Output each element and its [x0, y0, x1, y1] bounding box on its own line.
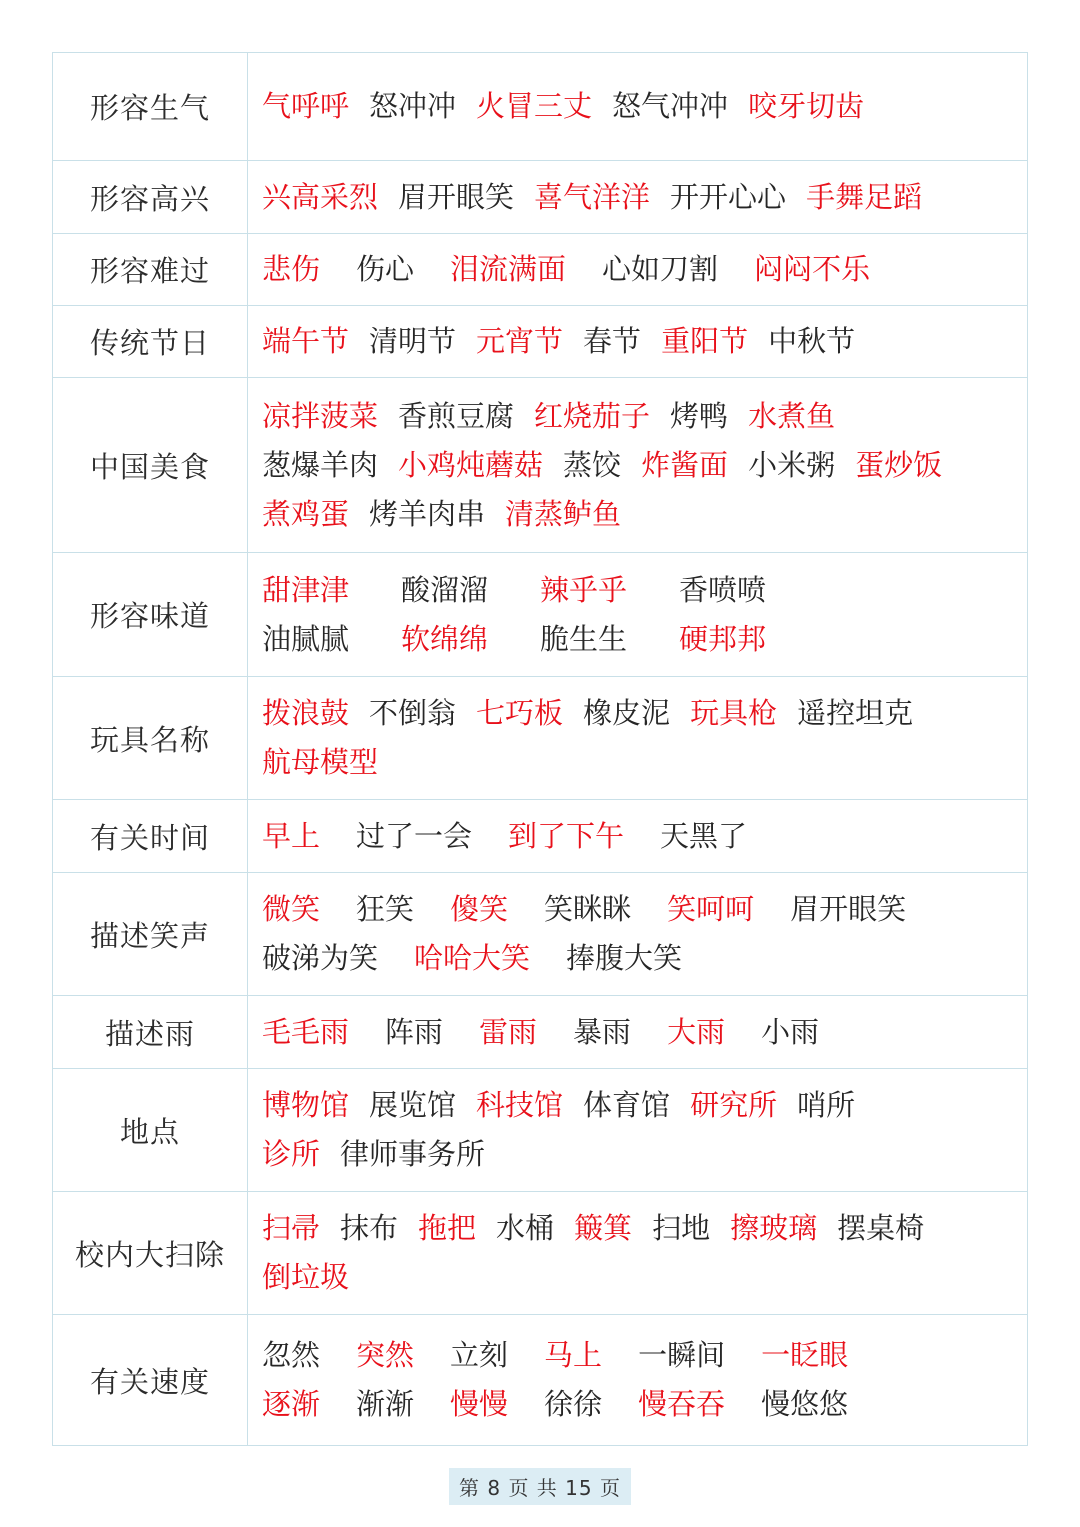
- category-label: 玩具名称: [53, 677, 248, 799]
- word-line: [262, 1380, 1017, 1429]
- word-list: [248, 800, 1027, 872]
- word: 脆生生: [540, 621, 628, 656]
- word: 中秋节: [768, 324, 856, 358]
- word-list: [248, 873, 1027, 995]
- category-label: 地点: [53, 1069, 248, 1191]
- word: 抹布: [340, 1211, 399, 1245]
- highlighted-word: 红烧茄子: [534, 398, 651, 433]
- word-line: [262, 490, 1017, 539]
- highlighted-word: 元宵节: [476, 324, 564, 358]
- vocabulary-table: [52, 52, 1028, 1446]
- category-label: 有关速度: [53, 1315, 248, 1445]
- word: 不倒翁: [369, 696, 457, 730]
- table-row: [53, 800, 1027, 873]
- table-row: [53, 378, 1027, 553]
- word: 体育馆: [583, 1088, 671, 1122]
- table-row: [53, 996, 1027, 1069]
- highlighted-word: 一眨眼: [761, 1338, 849, 1372]
- highlighted-word: 重阳节: [661, 324, 749, 358]
- word: 橡皮泥: [583, 696, 671, 730]
- word: 蒸饺: [563, 447, 622, 482]
- highlighted-word: 泪流满面: [450, 252, 567, 286]
- word: 眉开眼笑: [790, 892, 907, 926]
- word: 狂笑: [356, 892, 415, 926]
- word-list: [248, 996, 1027, 1068]
- highlighted-word: 喜气洋洋: [534, 179, 651, 214]
- word-list: [248, 553, 1027, 676]
- word-list: [248, 1192, 1027, 1314]
- highlighted-word: 煮鸡蛋: [262, 496, 350, 531]
- highlighted-word: 扫帚: [262, 1211, 321, 1245]
- word: 展览馆: [369, 1088, 457, 1122]
- word: 心如刀割: [602, 252, 719, 286]
- word: 阵雨: [385, 1014, 444, 1049]
- word: 怒冲冲: [369, 89, 457, 123]
- word-line: [262, 1204, 1017, 1253]
- word: 一瞬间: [638, 1338, 726, 1372]
- category-label: 传统节日: [53, 306, 248, 377]
- word-list: [248, 1315, 1027, 1445]
- word: 清明节: [369, 324, 457, 358]
- word: 摆桌椅: [837, 1211, 925, 1245]
- category-label: 描述笑声: [53, 873, 248, 995]
- category-label: 校内大扫除: [53, 1192, 248, 1314]
- word: 伤心: [356, 252, 415, 286]
- word: 水桶: [496, 1211, 555, 1245]
- word-line: [262, 441, 1017, 490]
- word: 过了一会: [356, 818, 473, 853]
- word-line: [262, 934, 1017, 983]
- highlighted-word: 哈哈大笑: [414, 941, 531, 975]
- highlighted-word: 慢吞吞: [638, 1387, 726, 1421]
- word: 暴雨: [573, 1014, 632, 1049]
- category-label: 形容生气: [53, 53, 248, 160]
- word: 烤鸭: [670, 398, 729, 433]
- highlighted-word: 大雨: [667, 1014, 726, 1049]
- word: 破涕为笑: [262, 941, 379, 975]
- word-line: [262, 1130, 1017, 1179]
- highlighted-word: 马上: [544, 1338, 603, 1372]
- highlighted-word: 咬牙切齿: [748, 89, 865, 123]
- highlighted-word: 气呼呼: [262, 89, 350, 123]
- word-list: [248, 161, 1027, 233]
- word: 油腻腻: [262, 621, 350, 656]
- word: 葱爆羊肉: [262, 447, 379, 482]
- highlighted-word: 甜津津: [262, 572, 350, 607]
- word-line: [262, 173, 1017, 222]
- table-row: [53, 873, 1027, 996]
- word: 忽然: [262, 1338, 321, 1372]
- word: 捧腹大笑: [566, 941, 683, 975]
- page-footer: [0, 1468, 1080, 1505]
- highlighted-word: 到了下午: [508, 818, 625, 853]
- table-row: [53, 234, 1027, 306]
- highlighted-word: 炸酱面: [641, 447, 729, 482]
- highlighted-word: 软绵绵: [401, 621, 489, 656]
- word-line: [262, 317, 1017, 366]
- table-row: [53, 553, 1027, 677]
- word-line: [262, 392, 1017, 441]
- word: 香喷喷: [679, 572, 767, 607]
- word-list: [248, 306, 1027, 377]
- highlighted-word: 清蒸鲈鱼: [505, 496, 622, 531]
- highlighted-word: 逐渐: [262, 1387, 321, 1421]
- word: 天黑了: [660, 818, 748, 853]
- category-label: 描述雨: [53, 996, 248, 1068]
- word: 开开心心: [670, 179, 787, 214]
- word-line: [262, 738, 1017, 787]
- word: 烤羊肉串: [369, 496, 486, 531]
- word: 香煎豆腐: [398, 398, 515, 433]
- word: 酸溜溜: [401, 572, 489, 607]
- word-line: [262, 689, 1017, 738]
- word-list: [248, 53, 1027, 160]
- word: 扫地: [652, 1211, 711, 1245]
- table-row: [53, 161, 1027, 234]
- word-list: [248, 677, 1027, 799]
- highlighted-word: 闷闷不乐: [754, 252, 871, 286]
- word: 小米粥: [748, 447, 836, 482]
- highlighted-word: 拨浪鼓: [262, 696, 350, 730]
- highlighted-word: 端午节: [262, 324, 350, 358]
- highlighted-word: 微笑: [262, 892, 321, 926]
- word-line: [262, 885, 1017, 934]
- highlighted-word: 博物馆: [262, 1088, 350, 1122]
- highlighted-word: 玩具枪: [690, 696, 778, 730]
- word: 笑眯眯: [544, 892, 632, 926]
- highlighted-word: 倒垃圾: [262, 1260, 350, 1294]
- highlighted-word: 辣乎乎: [540, 572, 628, 607]
- highlighted-word: 航母模型: [262, 745, 379, 779]
- table-row: [53, 1192, 1027, 1315]
- highlighted-word: 蛋炒饭: [855, 447, 943, 482]
- highlighted-word: 兴高采烈: [262, 179, 379, 214]
- word-line: [262, 245, 1017, 294]
- highlighted-word: 研究所: [690, 1088, 778, 1122]
- highlighted-word: 慢慢: [450, 1387, 509, 1421]
- word-line: [262, 82, 1017, 131]
- highlighted-word: 擦玻璃: [730, 1211, 818, 1245]
- word: 遥控坦克: [797, 696, 914, 730]
- table-row: [53, 677, 1027, 800]
- word-line: [262, 1253, 1017, 1302]
- word: 慢悠悠: [761, 1387, 849, 1421]
- highlighted-word: 水煮鱼: [748, 398, 836, 433]
- word: 渐渐: [356, 1387, 415, 1421]
- highlighted-word: 雷雨: [479, 1014, 538, 1049]
- page-indicator: 第 8 页 共 15 页: [449, 1468, 631, 1505]
- highlighted-word: 科技馆: [476, 1088, 564, 1122]
- highlighted-word: 拖把: [418, 1211, 477, 1245]
- word: 徐徐: [544, 1387, 603, 1421]
- word-line: [262, 1081, 1017, 1130]
- highlighted-word: 簸箕: [574, 1211, 633, 1245]
- highlighted-word: 傻笑: [450, 892, 509, 926]
- word: 律师事务所: [340, 1137, 486, 1171]
- highlighted-word: 早上: [262, 818, 321, 853]
- highlighted-word: 悲伤: [262, 252, 321, 286]
- highlighted-word: 手舞足蹈: [806, 179, 923, 214]
- highlighted-word: 硬邦邦: [679, 621, 767, 656]
- table-row: [53, 53, 1027, 161]
- category-label: 中国美食: [53, 378, 248, 552]
- highlighted-word: 火冒三丈: [476, 89, 593, 123]
- word: 眉开眼笑: [398, 179, 515, 214]
- word-list: [248, 378, 1027, 552]
- highlighted-word: 诊所: [262, 1137, 321, 1171]
- highlighted-word: 凉拌菠菜: [262, 398, 379, 433]
- category-label: 形容高兴: [53, 161, 248, 233]
- word: 春节: [583, 324, 642, 358]
- table-row: [53, 1315, 1027, 1445]
- table-row: [53, 1069, 1027, 1192]
- highlighted-word: 突然: [356, 1338, 415, 1372]
- highlighted-word: 七巧板: [476, 696, 564, 730]
- word-line: [262, 812, 1017, 861]
- category-label: 有关时间: [53, 800, 248, 872]
- table-row: [53, 306, 1027, 378]
- word-line: [262, 1331, 1017, 1380]
- word-list: [248, 1069, 1027, 1191]
- category-label: 形容味道: [53, 553, 248, 676]
- highlighted-word: 毛毛雨: [262, 1014, 350, 1049]
- word-list: [248, 234, 1027, 305]
- category-label: 形容难过: [53, 234, 248, 305]
- word-line: [262, 1008, 1017, 1057]
- highlighted-word: 笑呵呵: [667, 892, 755, 926]
- word: 哨所: [797, 1088, 856, 1122]
- word: 小雨: [761, 1014, 820, 1049]
- highlighted-word: 小鸡炖蘑菇: [398, 447, 544, 482]
- word: 怒气冲冲: [612, 89, 729, 123]
- word-line: [262, 615, 1017, 664]
- word-line: [262, 566, 1017, 615]
- word: 立刻: [450, 1338, 509, 1372]
